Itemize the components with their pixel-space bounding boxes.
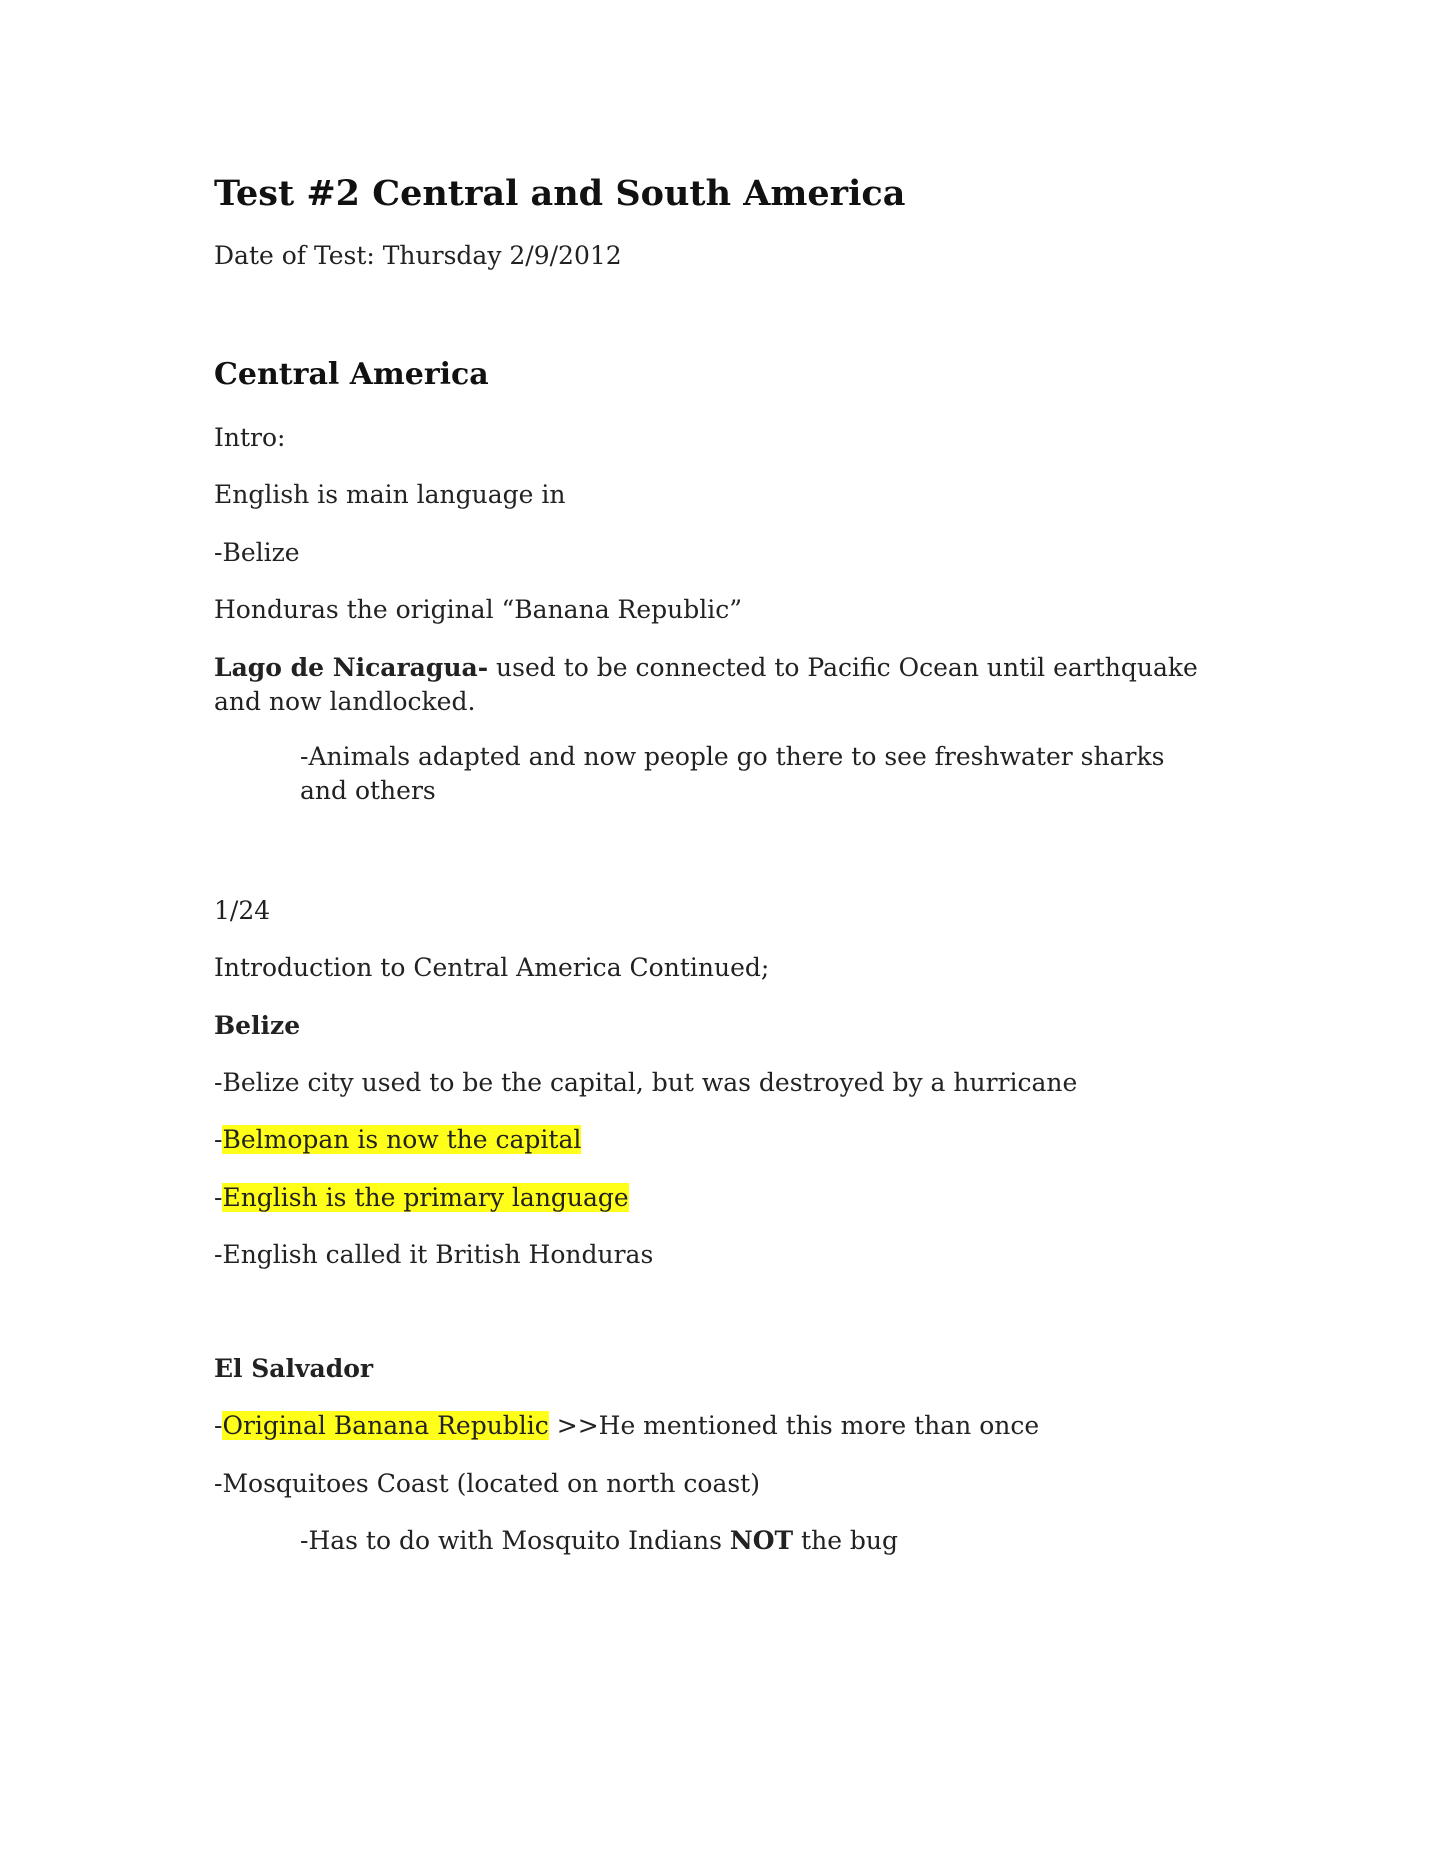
intro-continued-line: Introduction to Central America Continued;: [214, 953, 770, 982]
english-primary-line: [214, 1181, 629, 1215]
page-title: Test #2 Central and South America: [214, 173, 906, 214]
mosquitoes-coast-line: -Mosquitoes Coast (located on north coast): [214, 1469, 760, 1498]
section-heading: Central America: [214, 357, 489, 392]
banana-republic-line: [214, 1409, 1039, 1443]
intro-label: Intro:: [214, 423, 286, 452]
mosquito-text-pre: -Has to do with Mosquito Indians: [300, 1526, 730, 1555]
lago-description: used to be connected to Pacific Ocean until earthquake and now landlocked.: [214, 653, 1198, 716]
belmopan-line: [214, 1123, 581, 1157]
lago-paragraph: [214, 651, 1214, 719]
belize-city-line: -Belize city used to be the capital, but was destroyed by a hurricane: [214, 1068, 1078, 1097]
mosquito-indians-line: [214, 1524, 898, 1558]
mosquito-not-emphasis: NOT: [729, 1526, 794, 1555]
animals-paragraph: -Animals adapted and now people go there to see freshwater sharks and others: [300, 742, 1165, 805]
english-main-line: English is main language in: [214, 480, 566, 509]
banana-note: >>He mentioned this more than once: [548, 1411, 1040, 1440]
doc-title-block: [214, 172, 905, 216]
lago-term: Lago de Nicaragua-: [214, 653, 489, 682]
el-salvador-heading: El Salvador: [214, 1354, 374, 1383]
dash: -: [214, 1125, 223, 1154]
british-honduras-line: -English called it British Honduras: [214, 1240, 654, 1269]
belize-heading: Belize: [214, 1011, 301, 1040]
belize-line: -Belize: [214, 538, 300, 567]
test-date: Date of Test: Thursday 2/9/2012: [214, 241, 622, 270]
section-central-america: [214, 355, 489, 395]
banana-republic-highlight: Original Banana Republic: [222, 1411, 549, 1440]
dash: -: [214, 1411, 223, 1440]
honduras-line: Honduras the original “Banana Republic”: [214, 595, 743, 624]
belmopan-highlight: Belmopan is now the capital: [222, 1125, 582, 1154]
mosquito-text-post: the bug: [793, 1526, 899, 1555]
english-primary-highlight: English is the primary language: [222, 1183, 629, 1212]
date-1-24: 1/24: [214, 896, 271, 925]
dash: -: [214, 1183, 223, 1212]
